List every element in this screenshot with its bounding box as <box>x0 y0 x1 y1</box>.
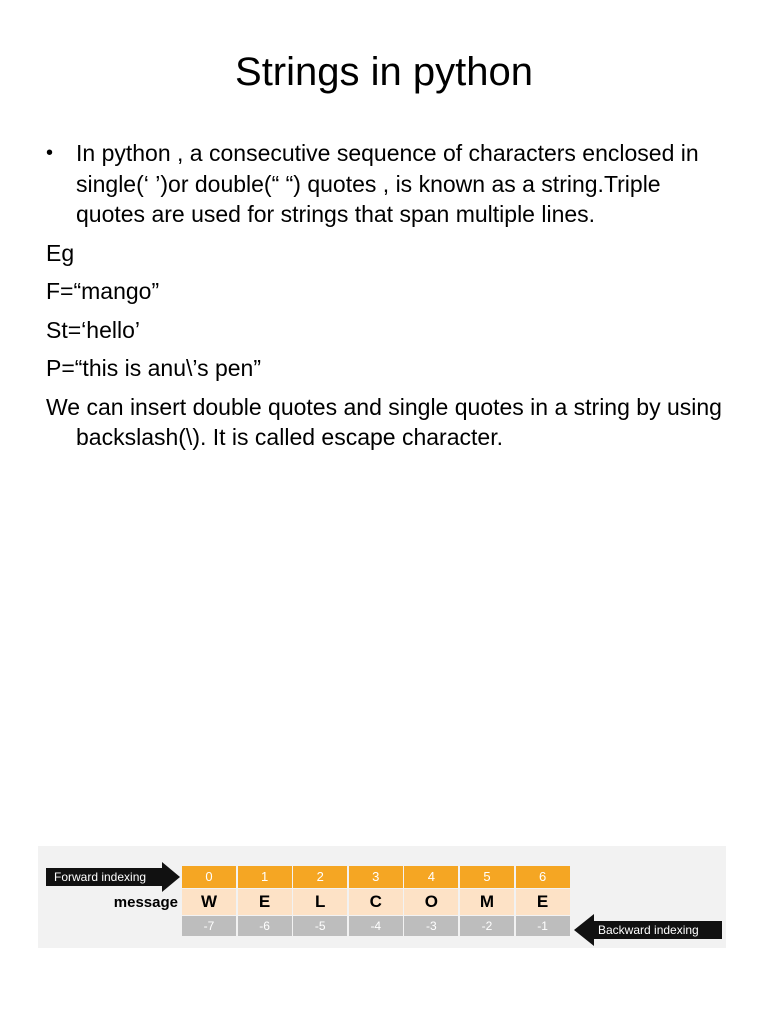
string-index-diagram <box>38 846 726 948</box>
right-arrow-icon <box>162 862 180 892</box>
bullet-text: In python , a consecutive sequence of characters enclosed in single(‘ ’)or double(“ “) quotes , is known as a string.Triple quotes are used for strings that span multiple lines. <box>76 140 699 227</box>
example-line-1: F=“mango” <box>46 278 160 304</box>
forward-indexing-label: Forward indexing <box>46 868 162 886</box>
forward-index-cell: 3 <box>349 866 403 888</box>
backward-index-row <box>182 915 571 936</box>
variable-label: message <box>113 894 178 911</box>
character-cell: E <box>516 889 570 915</box>
left-arrow-icon <box>574 914 594 946</box>
example-line-3: P=“this is anu\’s pen” <box>46 355 261 381</box>
slide-title: Strings in python <box>235 50 533 94</box>
character-row <box>182 888 571 915</box>
backward-index-cell: -6 <box>238 916 292 936</box>
forward-index-cell: 6 <box>516 866 570 888</box>
forward-index-cell: 4 <box>404 866 458 888</box>
character-cell: O <box>404 889 458 915</box>
index-grid <box>182 866 571 936</box>
example-label: Eg <box>46 239 75 266</box>
bullet-icon: • <box>46 142 54 164</box>
backward-index-cell: -4 <box>349 916 403 936</box>
backward-indexing-label: Backward indexing <box>594 921 722 939</box>
backward-index-cell: -3 <box>404 916 458 936</box>
escape-character-note: We can insert double quotes and single quotes in a string by using backslash(\). It is called escape character. <box>46 393 722 450</box>
character-cell: M <box>460 889 514 915</box>
backward-index-cell: -1 <box>516 916 570 936</box>
slide-body <box>46 138 736 453</box>
forward-index-cell: 0 <box>182 866 236 888</box>
character-cell: E <box>238 889 292 915</box>
character-cell: W <box>182 889 236 915</box>
bullet-paragraph <box>46 138 736 230</box>
forward-index-cell: 2 <box>293 866 347 888</box>
example-line-2: St=‘hello’ <box>46 316 140 343</box>
character-cell: L <box>293 889 347 915</box>
forward-index-row <box>182 866 571 888</box>
character-cell: C <box>349 889 403 915</box>
forward-index-cell: 5 <box>460 866 514 888</box>
backward-index-cell: -5 <box>293 916 347 936</box>
backward-index-cell: -2 <box>460 916 514 936</box>
backward-index-cell: -7 <box>182 916 236 936</box>
forward-index-cell: 1 <box>238 866 292 888</box>
